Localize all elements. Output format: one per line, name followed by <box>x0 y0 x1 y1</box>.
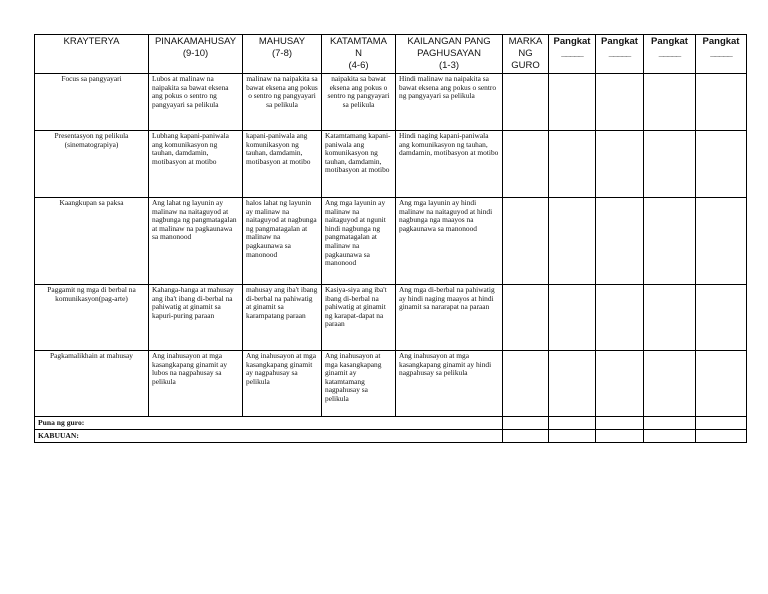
header-row <box>35 35 747 74</box>
score-7-8-cell: kapani-paniwala ang komunikasyon ng tauhan, damdamin, motibasyon at motibo <box>243 131 322 198</box>
pangkat-3-cell[interactable] <box>644 74 696 131</box>
pangkat-2-cell[interactable] <box>596 74 644 131</box>
header-pangkat-2: Pangkat _____ <box>596 35 644 74</box>
score-4-6-cell: Ang inahusayon at mga kasangkapang ginamit ay katamtamang nagpahusay sa pelikula <box>322 351 396 417</box>
pangkat-4-cell[interactable] <box>696 74 747 131</box>
pangkat-3-cell[interactable] <box>644 198 696 285</box>
pangkat-1-cell[interactable] <box>549 131 596 198</box>
criterion-cell: Pagkamalikhain at mahusay <box>35 351 149 417</box>
rubric-table <box>34 34 747 443</box>
score-9-10-cell: Ang lahat ng layunin ay malinaw na naitaguyod at nagbunga ng pangmatagalan at malinaw na pagkaunawa sa manonood <box>149 198 243 285</box>
pangkat-4-cell[interactable] <box>696 285 747 351</box>
criterion-cell: Kaangkupan sa paksa <box>35 198 149 285</box>
header-krayterya: KRAYTERYA <box>35 35 149 74</box>
criterion-cell: Focus sa pangyayari <box>35 74 149 131</box>
pangkat-1-cell[interactable] <box>549 198 596 285</box>
score-7-8-cell: mahusay ang iba't ibang di-berbal na pahiwatig at ginamit sa karampatang paraan <box>243 285 322 351</box>
kabuuan-pangkat-2-cell[interactable] <box>596 430 644 443</box>
marka-cell[interactable] <box>503 74 549 131</box>
kabuuan-marka-cell[interactable] <box>503 430 549 443</box>
header-katamtaman: KATAMTAMA N (4-6) <box>322 35 396 74</box>
puna-pangkat-4-cell[interactable] <box>696 417 747 430</box>
pangkat-2-cell[interactable] <box>596 285 644 351</box>
score-7-8-cell: halos lahat ng layunin ay malinaw na naitaguyod at nagbunga ng pangmatagalan at malinaw na pagkaunawa sa manonood <box>243 198 322 285</box>
score-1-3-cell: Ang mga layunin ay hindi malinaw na naitaguyod at hindi nagbunga nga maayos na pagkaunawa sa manonood <box>396 198 503 285</box>
table-row <box>35 198 747 285</box>
pangkat-3-cell[interactable] <box>644 285 696 351</box>
criterion-cell: Paggamit ng mga di berbal na komunikasyon(pag-arte) <box>35 285 149 351</box>
score-4-6-cell: Kasiya-siya ang iba't ibang di-berbal na pahiwatig at ginamit ng karapat-dapat na paraan <box>322 285 396 351</box>
pangkat-4-cell[interactable] <box>696 351 747 417</box>
pangkat-4-cell[interactable] <box>696 131 747 198</box>
score-9-10-cell: Lubhang kapani-paniwala ang komunikasyon ng tauhan, damdamin, motibasyon at motibo <box>149 131 243 198</box>
kabuuan-row <box>35 430 747 443</box>
marka-cell[interactable] <box>503 351 549 417</box>
header-mahusay: MAHUSAY (7-8) <box>243 35 322 74</box>
score-9-10-cell: Lubos at malinaw na naipakita sa bawat eksena ang pokus o sentro ng pangyayari sa pelikula <box>149 74 243 131</box>
puna-pangkat-1-cell[interactable] <box>549 417 596 430</box>
pangkat-1-cell[interactable] <box>549 285 596 351</box>
puna-row <box>35 417 747 430</box>
pangkat-2-cell[interactable] <box>596 198 644 285</box>
score-1-3-cell: Hindi naging kapani-paniwala ang komunikasyon ng tauhan, damdamin, motibasyon at motibo <box>396 131 503 198</box>
header-marka-ng-guro: MARKA NG GURO <box>503 35 549 74</box>
header-kailangan: KAILANGAN PANG PAGHUSAYAN (1-3) <box>396 35 503 74</box>
puna-pangkat-2-cell[interactable] <box>596 417 644 430</box>
table-row <box>35 285 747 351</box>
table-row <box>35 351 747 417</box>
table-row <box>35 131 747 198</box>
score-9-10-cell: Ang inahusayon at mga kasangkapang ginamit ay lubos na nagpahusay sa pelikula <box>149 351 243 417</box>
score-7-8-cell: Ang inahusayon at mga kasangkapang ginamit ay nagpahusay sa pelikula <box>243 351 322 417</box>
header-pangkat-3: Pangkat _____ <box>644 35 696 74</box>
header-pinakamahusay: PINAKAMAHUSAY (9-10) <box>149 35 243 74</box>
kabuuan-pangkat-1-cell[interactable] <box>549 430 596 443</box>
puna-pangkat-3-cell[interactable] <box>644 417 696 430</box>
score-1-3-cell: Hindi malinaw na naipakita sa bawat eksena ang pokus o sentro ng pangyayari sa pelikula <box>396 74 503 131</box>
header-pangkat-4: Pangkat _____ <box>696 35 747 74</box>
criterion-cell: Presentasyon ng pelikula (sinematograpiya) <box>35 131 149 198</box>
pangkat-4-cell[interactable] <box>696 198 747 285</box>
marka-cell[interactable] <box>503 285 549 351</box>
kabuuan-pangkat-3-cell[interactable] <box>644 430 696 443</box>
pangkat-2-cell[interactable] <box>596 131 644 198</box>
kabuuan-label: KABUUAN: <box>35 430 503 443</box>
kabuuan-pangkat-4-cell[interactable] <box>696 430 747 443</box>
score-1-3-cell: Ang mga di-berbal na pahiwatig ay hindi naging maayos at hindi ginamit sa nararapat na paraan <box>396 285 503 351</box>
puna-label: Puna ng guro: <box>35 417 503 430</box>
score-4-6-cell: naipakita sa bawat eksena ang pokus o sentro ng pangyayari sa pelikula <box>322 74 396 131</box>
score-4-6-cell: Katamtamang kapani-paniwala ang komunikasyon ng tauhan, damdamin, motibasyon at motibo <box>322 131 396 198</box>
pangkat-3-cell[interactable] <box>644 351 696 417</box>
pangkat-1-cell[interactable] <box>549 351 596 417</box>
pangkat-2-cell[interactable] <box>596 351 644 417</box>
score-4-6-cell: Ang mga layunin ay malinaw na naitaguyod at ngunit hindi nagbunga ng pangmatagalan at malinaw na pagkaunawa sa manonood <box>322 198 396 285</box>
header-pangkat-1: Pangkat _____ <box>549 35 596 74</box>
score-7-8-cell: malinaw na naipakita sa bawat eksena ang pokus o sentro ng pangyayari sa pelikula <box>243 74 322 131</box>
pangkat-1-cell[interactable] <box>549 74 596 131</box>
marka-cell[interactable] <box>503 198 549 285</box>
marka-cell[interactable] <box>503 131 549 198</box>
puna-marka-cell[interactable] <box>503 417 549 430</box>
pangkat-3-cell[interactable] <box>644 131 696 198</box>
table-row <box>35 74 747 131</box>
score-1-3-cell: Ang inahusayon at mga kasangkapang ginamit ay hindi nagpahusay sa pelikula <box>396 351 503 417</box>
score-9-10-cell: Kahanga-hanga at mahusay ang iba't ibang di-berbal na pahiwatig at ginamit sa kapuri-puring paraan <box>149 285 243 351</box>
